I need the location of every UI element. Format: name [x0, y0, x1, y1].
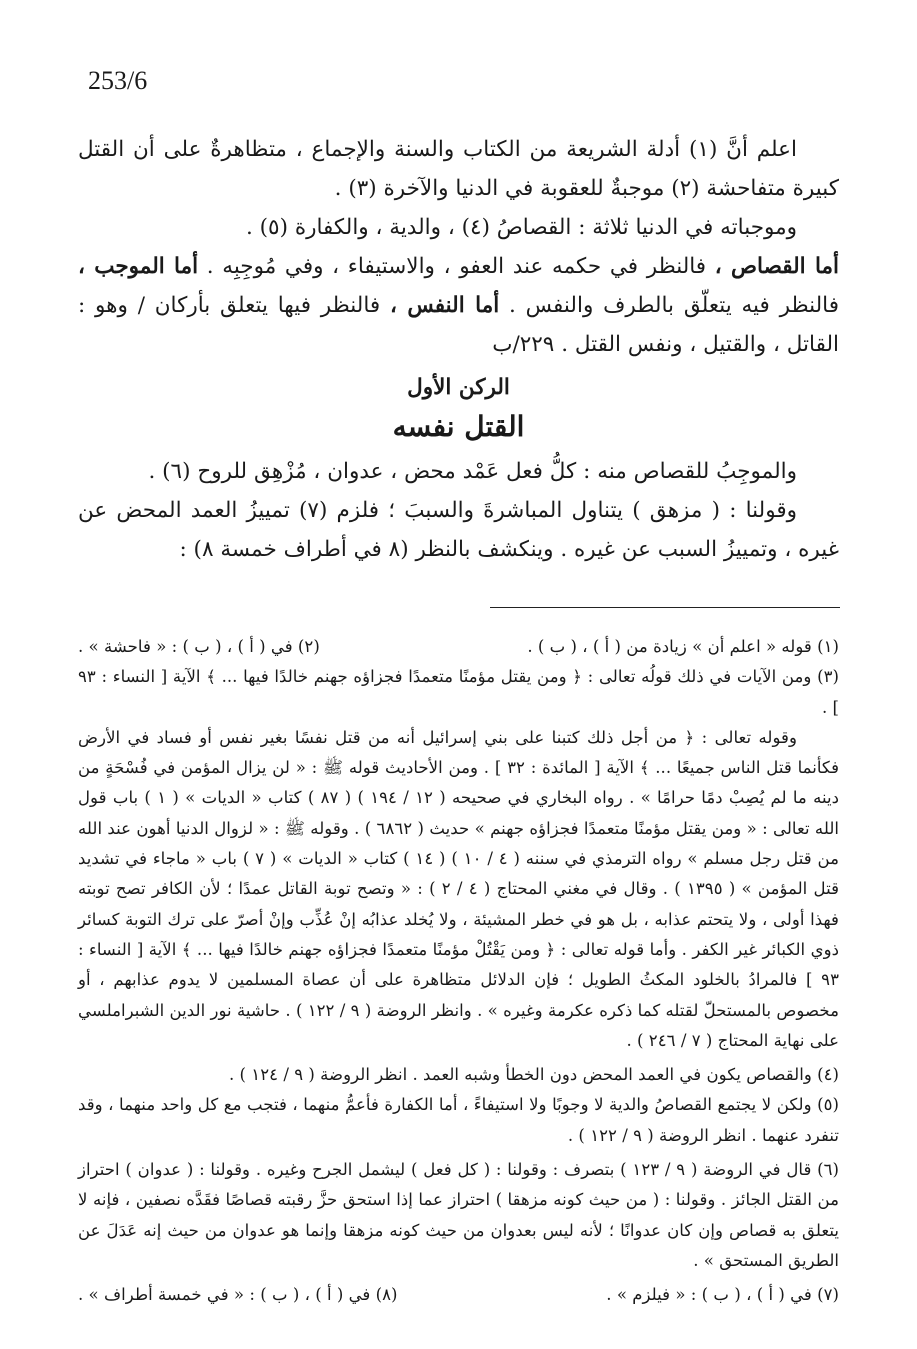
heading-first-pillar: الركن الأول [407, 375, 510, 400]
section-heading [78, 368, 839, 446]
text-nafs: فالنظر فيها يتعلق بأركان / وهو : القاتل ، والقتيل ، ونفس القتل . ٢٢٩/ب [78, 293, 839, 357]
footnotes [78, 632, 839, 1311]
lead-nafs: أما النفس ، [389, 293, 500, 318]
heading-killing-itself: القتل نفسه [392, 410, 525, 443]
footnote-3-line1: (٣) ومن الآيات في ذلك قولُه تعالى : ﴿ ومن يقتل مؤمنًا متعمدًا فجزاؤه جهنم خالدًا فيها ... ﴾ الآية [ النساء : ٩٣ ] . [78, 667, 839, 717]
footnote-divider [490, 607, 840, 608]
paragraph-intro: اعلم أنَّ (١) أدلة الشريعة من الكتاب والسنة والإجماع ، متظاهرةٌ على أن القتل كبيرة متفاحشة (٢) موجبةٌ للعقوبة في الدنيا والآخرة (٣) . [78, 137, 839, 201]
text-mujib: فالنظر فيه يتعلّق بالطرف والنفس . [499, 293, 839, 318]
footnote-3-body: وقوله تعالى : ﴿ من أجل ذلك كتبنا على بني إسرائيل أنه من قتل نفسًا بغير نفس أو فساد في الأرض فكأنما قتل الناس جميعًا ... ﴾ الآية [ المائدة : ٣٢ ] . ومن الأحاديث قوله ﷺ : « لن يزال المؤمن في فُسْحَةٍ من دينه ما لم يُصِبْ دمًا حرامًا » . رواه البخاري في صحيحه ( ١٢ / ١٩٤ ) ( ٨٧ ) كتاب « الديات » ( ١ ) باب قول الله تعالى : « ومن يقتل مؤمنًا متعمدًا فجزاؤه جهنم » حديث ( ٦٨٦٢ ) . وقوله ﷺ : « لزوال الدنيا أهون عند الله من قتل رجل مسلم » رواه الترمذي في سننه ( ٤ / ١٠ ) ( ١٤ ) كتاب « الديات » ( ٧ ) باب « ماجاء في تشديد قتل المؤمن » ( ١٣٩٥ ) . وقال في مغني المحتاج ( ٤ / ٢ ) : « وتصح توبة القاتل عمدًا ؛ لأن الكافر تصح توبته فهذا أولى ، ولا يتحتم عذابه ، بل هو في خطر المشيئة ، ولا يُخلد عذابُه إنْ عُذِّب وإنْ أصرّ على ترك التوبة كسائر ذوي الكبائر غير الكفر . وأما قوله تعالى : ﴿ ومن يَقْتُلْ مؤمنًا متعمدًا فجزاؤه جهنم خالدًا فيها ... ﴾ الآية [ النساء : ٩٣ ] فالمرادُ بالخلود المكثُ الطويل ؛ فإن الدلائل متظاهرة على أن عصاة المسلمين لا يدوم عذابهم ، أو مخصوص بالمستحلّ لقتله كما ذكره عكرمة وغيره » . وانظر الروضة ( ٩ / ١٢٢ ) . حاشية نور الدين الشبراملسي على نهاية المحتاج ( ٧ / ٢٤٦ ) . [78, 727, 840, 1050]
page-number: 253/6 [88, 66, 148, 95]
footnote-row [78, 1280, 839, 1310]
footnote-5: (٥) ولكن لا يجتمع القصاصُ والدية لا وجوبًا ولا استيفاءً ، أما الكفارة فأعمُّ منهما ، فتجب مع كل واحد منهما ، وقد تنفرد عنهما . انظر الروضة ( ٩ / ١٢٢ ) . [78, 1095, 839, 1145]
main-text [78, 130, 839, 569]
footnote-4: (٤) والقصاص يكون في العمد المحض دون الخطأ وشبه العمد . انظر الروضة ( ٩ / ١٢٤ ) . [228, 1065, 839, 1085]
paragraph-definition: والموجِبُ للقصاص منه : كلُّ فعل عَمْد محض ، عدوان ، مُزْهِق للروح (٦) . [148, 459, 797, 484]
text-qisas: فالنظر في حكمه عند العفو ، والاستيفاء ، وفي مُوجِبِه . [198, 254, 715, 279]
footnote-2: (٢) في ( أ ) ، ( ب ) : « فاحشة » . [78, 637, 320, 656]
paragraph-explanation: وقولنا : ( مزهق ) يتناول المباشرةَ والسببَ ؛ فلزم (٧) تمييزُ العمد المحض عن غيره ، وتمييزُ السبب عن غيره . وينكشف بالنظر (٨ في أطراف خمسة ٨) : [78, 498, 839, 562]
footnote-6: (٦) قال في الروضة ( ٩ / ١٢٣ ) بتصرف : وقولنا : ( كل فعل ) ليشمل الجرح وغيره . وقولنا : ( عدوان ) احتراز من القتل الجائز . وقولنا : ( من حيث كونه مزهقا ) احتراز عما إذا استحق حزَّ رقبته قصاصًا فقَدَّه نصفين ، فإنه لا يتعلق به قصاص وإن كان عدوانًا ؛ لأنه ليس بعدوان من حيث كونه مزهقا وإنما هو عدوان من حيث إنه عَدَلَ عن الطريق المستحق » . [78, 1160, 840, 1270]
footnote-8: (٨) في ( أ ) ، ( ب ) : « في خمسة أطراف » . [78, 1285, 398, 1305]
lead-mujib: أما الموجب ، [78, 254, 199, 279]
footnote-row [78, 632, 839, 662]
lead-qisas: أما القصاص ، [714, 254, 839, 279]
paragraph-qisas [78, 247, 839, 364]
footnote-1: (١) قوله « اعلم أن » زيادة من ( أ ) ، ( ب ) . [527, 637, 839, 656]
footnote-7: (٧) في ( أ ) ، ( ب ) : « فيلزم » . [606, 1285, 839, 1305]
paragraph-obligations: وموجباته في الدنيا ثلاثة : القصاصُ (٤) ، والدية ، والكفارة (٥) . [245, 215, 797, 240]
